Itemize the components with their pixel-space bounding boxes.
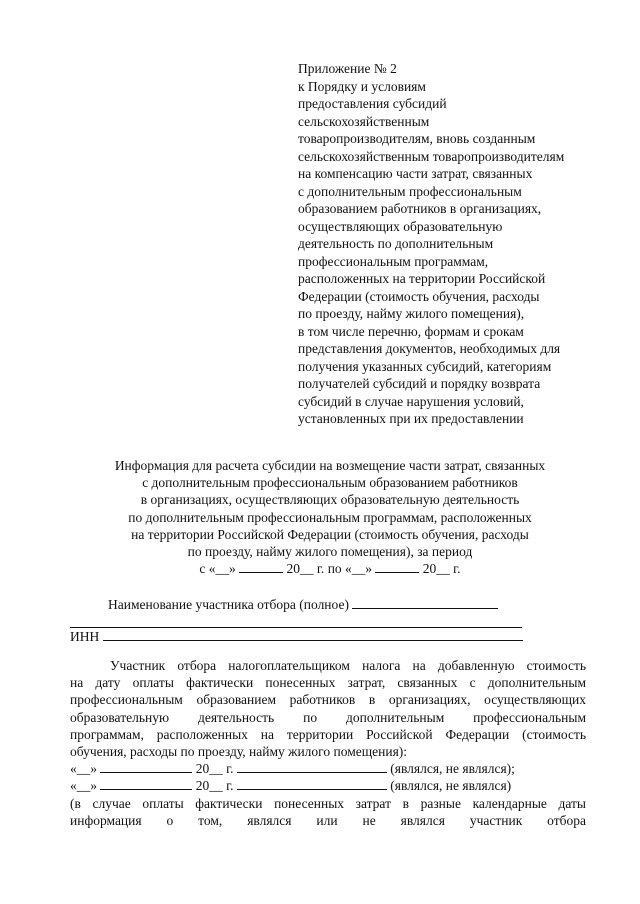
appendix-line: товаропроизводителям, вновь созданным: [298, 131, 536, 146]
date-month-field[interactable]: [100, 760, 192, 773]
participant-name-field[interactable]: [352, 596, 498, 609]
appendix-line: в том числе перечню, формам и срокам: [298, 323, 524, 339]
appendix-line: сельскохозяйственным товаропроизводителям: [298, 148, 565, 164]
participant-name-row: [108, 596, 498, 613]
date-note: (являлся, не являлся): [390, 778, 512, 794]
date-note: (являлся, не являлся);: [390, 761, 515, 777]
document-title: [60, 457, 600, 577]
appendix-line: расположенных на территории Российской: [298, 271, 546, 286]
title-line: Информация для расчета субсидии на возмещение части затрат, связанных: [114, 458, 546, 473]
body-line: профессиональным образованием работников в организациях, осуществляющих: [70, 692, 586, 708]
date-value-field[interactable]: [237, 760, 387, 773]
appendix-line: Приложение № 2: [298, 61, 397, 76]
period-from-prefix: с «__»: [199, 561, 236, 577]
period-from-month-field[interactable]: [239, 560, 283, 573]
appendix-line: получателей субсидий и порядку возврата: [298, 376, 541, 391]
appendix-line: получения указанных субсидий, категориям: [298, 358, 552, 374]
inn-field[interactable]: [103, 628, 523, 641]
title-line: по дополнительным профессиональным программам, расположенных: [128, 509, 532, 525]
appendix-line: осуществляющих образовательную: [298, 218, 503, 234]
title-line: по проезду, найму жилого помещения), за период: [187, 544, 473, 560]
body-line: (в случае оплаты фактически понесенных затрат в разные календарные даты: [70, 795, 586, 811]
date-row: [70, 760, 586, 777]
body-line: Участник отбора налогоплательщиком налога на добавленную стоимость: [110, 658, 586, 673]
date-month-field[interactable]: [100, 777, 192, 790]
date-year: 20__ г.: [195, 761, 234, 777]
date-quote: «__»: [70, 761, 97, 777]
body-paragraph: [70, 657, 586, 829]
appendix-line: представления документов, необходимых для: [298, 341, 561, 356]
appendix-line: сельскохозяйственным: [298, 113, 430, 129]
title-line: в организациях, осуществляющих образовательную деятельность: [140, 492, 520, 508]
body-line: на дату оплаты фактически понесенных затрат, связанных с дополнительным: [70, 675, 586, 691]
appendix-line: установленных при их предоставлении: [298, 411, 524, 426]
appendix-line: субсидий в случае нарушения условий,: [298, 393, 524, 409]
body-line: образовательную деятельность по дополнительным профессиональным: [70, 709, 586, 725]
participant-label: Наименование участника отбора (полное): [108, 597, 349, 612]
appendix-line: профессиональным программам,: [298, 253, 489, 269]
inn-label: ИНН: [70, 629, 100, 644]
title-line: с дополнительным профессиональным образованием работников: [142, 475, 518, 491]
period-from-year: 20__ г.: [286, 561, 325, 577]
period-to-year: 20__ г.: [422, 561, 461, 577]
appendix-line: деятельность по дополнительным: [298, 236, 494, 251]
appendix-line: с дополнительным профессиональным: [298, 183, 522, 199]
appendix-header: [298, 60, 618, 428]
date-quote: «__»: [70, 778, 97, 794]
appendix-line: предоставления субсидий: [298, 96, 447, 111]
appendix-line: Федерации (стоимость обучения, расходы: [298, 288, 540, 304]
period-to-month-field[interactable]: [375, 560, 419, 573]
date-row: [70, 777, 586, 794]
date-value-field[interactable]: [237, 777, 387, 790]
inn-row: [70, 628, 523, 645]
body-line: программам, расположенных на территории Российской Федерации (стоимость: [70, 726, 586, 742]
title-period: [60, 560, 600, 577]
title-line: на территории Российской Федерации (стоимость обучения, расходы: [131, 526, 529, 542]
body-line: информация о том, являлся или не являлся участник отбора: [70, 812, 586, 828]
body-line: обучения, расходы по проезду, найму жилого помещения):: [70, 744, 408, 760]
date-year: 20__ г.: [195, 778, 234, 794]
appendix-line: к Порядку и условиям: [298, 78, 426, 94]
period-to-prefix: по «__»: [327, 561, 373, 577]
appendix-line: на компенсацию части затрат, связанных: [298, 166, 533, 181]
appendix-line: по проезду, найму жилого помещения),: [298, 306, 525, 321]
appendix-line: образованием работников в организациях,: [298, 201, 542, 216]
